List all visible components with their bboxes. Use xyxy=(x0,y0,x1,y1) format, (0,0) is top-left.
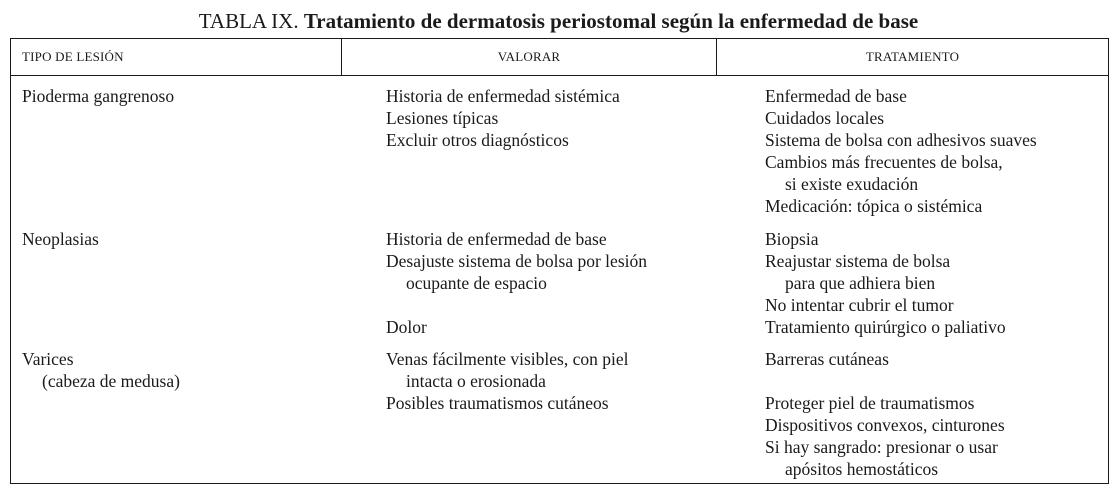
table-header-row xyxy=(11,39,1108,76)
cell-lesion xyxy=(22,228,99,250)
tratamiento-line xyxy=(765,370,1005,392)
table-caption xyxy=(0,8,1117,34)
valorar-line: Lesiones típicas xyxy=(386,108,499,128)
valorar-line: intacta o erosionada xyxy=(406,371,546,391)
tratamiento-line: Dispositivos convexos, cinturones xyxy=(765,415,1005,435)
table-number: TABLA IX. xyxy=(198,9,299,33)
tratamiento-line: Si hay sangrado: presionar o usar xyxy=(765,437,998,457)
valorar-line: Venas fácilmente visibles, con piel xyxy=(386,349,629,369)
tratamiento-line: Proteger piel de traumatismos xyxy=(765,393,975,413)
cell-valorar xyxy=(386,348,629,414)
lesion-name: Pioderma gangrenoso xyxy=(22,86,175,106)
tratamiento-line: Barreras cutáneas xyxy=(765,349,889,369)
header-valorar: VALORAR xyxy=(342,39,717,75)
tratamiento-line: Sistema de bolsa con adhesivos suaves xyxy=(765,130,1037,150)
cell-lesion xyxy=(22,348,180,392)
tratamiento-line: No intentar cubrir el tumor xyxy=(765,295,954,315)
lesion-name: Neoplasias xyxy=(22,229,99,249)
tratamiento-line: Biopsia xyxy=(765,229,819,249)
cell-tratamiento xyxy=(765,85,1037,217)
valorar-line: ocupante de espacio xyxy=(406,273,547,293)
tratamiento-line: apósitos hemostáticos xyxy=(785,459,939,479)
cell-lesion xyxy=(22,85,174,107)
tratamiento-line: Medicación: tópica o sistémica xyxy=(765,196,983,216)
valorar-line: Historia de enfermedad sistémica xyxy=(386,86,620,106)
treatment-table xyxy=(10,38,1109,484)
tratamiento-line: Reajustar sistema de bolsa xyxy=(765,251,951,271)
lesion-name: Varices xyxy=(22,349,74,369)
cell-valorar xyxy=(386,228,647,338)
valorar-line: Dolor xyxy=(386,317,427,337)
header-tratamiento: TRATAMIENTO xyxy=(865,49,960,64)
cell-tratamiento xyxy=(765,348,1005,480)
valorar-line: Desajuste sistema de bolsa por lesión xyxy=(386,251,647,271)
valorar-line: Historia de enfermedad de base xyxy=(386,229,607,249)
tratamiento-line: si existe exudación xyxy=(785,174,919,194)
valorar-line: Posibles traumatismos cutáneos xyxy=(386,393,609,413)
tratamiento-line: para que adhiera bien xyxy=(785,273,936,293)
header-tipo-de-lesion: TIPO DE LESIÓN xyxy=(11,39,342,75)
cell-tratamiento xyxy=(765,228,1006,338)
valorar-line: Excluir otros diagnósticos xyxy=(386,130,569,150)
valorar-line xyxy=(386,294,647,316)
lesion-subtitle: (cabeza de medusa) xyxy=(42,371,180,391)
cell-valorar xyxy=(386,85,620,151)
tratamiento-line: Cambios más frecuentes de bolsa, xyxy=(765,152,1003,172)
tratamiento-line: Tratamiento quirúrgico o paliativo xyxy=(765,317,1006,337)
tratamiento-line: Enfermedad de base xyxy=(765,86,907,106)
table-title: Tratamiento de dermatosis periostomal según la enfermedad de base xyxy=(303,9,919,33)
tratamiento-line: Cuidados locales xyxy=(765,108,885,128)
